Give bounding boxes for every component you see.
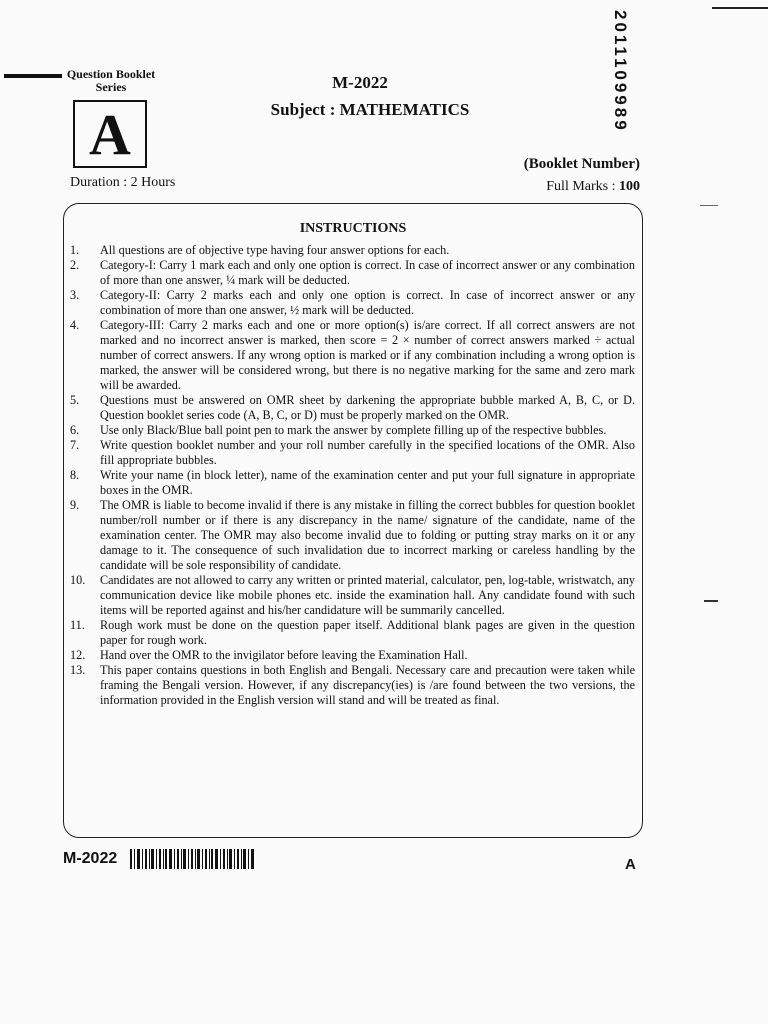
instruction-number: 12. — [70, 648, 86, 662]
instruction-number: 6. — [70, 423, 80, 437]
full-marks-value: 100 — [619, 179, 640, 194]
full-marks — [470, 179, 640, 195]
instructions-title: INSTRUCTIONS — [299, 221, 407, 236]
instruction-item — [70, 243, 635, 258]
instruction-item — [70, 498, 635, 573]
instruction-number: 10. — [70, 573, 86, 587]
instruction-item — [70, 468, 635, 498]
instruction-number: 1. — [70, 243, 80, 257]
full-marks-label: Full Marks : — [546, 179, 616, 194]
instruction-item — [70, 438, 635, 468]
instruction-number: 9. — [70, 498, 80, 512]
footer-series-letter: A — [625, 856, 636, 873]
series-letter-box — [73, 100, 147, 168]
booklet-number-stamp — [600, 10, 640, 138]
left-marker-bar — [4, 74, 62, 78]
instruction-text: The OMR is liable to become invalid if there is any mistake in filling the correct bubbles for question booklet number/roll number or if there is any discrepancy in the name/ signature of the candidate, name of the examination center. The OMR may also become invalid due to folding or putting stray marks on it or any damage to it. The consequence of such invalidation due to incorrect marking or careless handling by the candidate will be sole responsibility of candidate. — [100, 498, 635, 572]
series-letter: A — [89, 102, 131, 167]
instructions-list — [70, 243, 635, 708]
instruction-text: Use only Black/Blue ball point pen to mark the answer by complete filling up of the respective bubbles. — [100, 423, 607, 437]
stray-mark — [700, 205, 718, 206]
stray-mark — [704, 600, 718, 602]
instruction-text: Candidates are not allowed to carry any written or printed material, calculator, pen, log-table, wristwatch, any communication device like mobile phones etc. inside the examination hall. Any candidate found with such items will be reported against and his/her candidature will be summarily cancelled. — [100, 573, 635, 617]
instruction-text: Category-II: Carry 2 marks each and only one option is correct. In case of incorrect answer or any combination of more than one answer, ½ mark will be deducted. — [100, 288, 635, 317]
instruction-item — [70, 318, 635, 393]
duration: Duration : 2 Hours — [70, 175, 176, 190]
instruction-item — [70, 648, 635, 663]
instruction-text: Questions must be answered on OMR sheet by darkening the appropriate bubble marked A, B, C, or D. Question booklet series code (A, B, C, or D) must be properly marked on the OMR. — [100, 393, 635, 422]
instruction-text: Write question booklet number and your roll number carefully in the specified locations of the OMR. Also fill appropriate bubbles. — [100, 438, 635, 467]
instruction-number: 4. — [70, 318, 80, 332]
exam-code: M-2022 — [332, 73, 388, 92]
instruction-item — [70, 423, 635, 438]
instruction-number: 2. — [70, 258, 80, 272]
instruction-text: Rough work must be done on the question paper itself. Additional blank pages are given in the question paper for rough work. — [100, 618, 635, 647]
instruction-item — [70, 573, 635, 618]
instruction-item — [70, 393, 635, 423]
instruction-text: Category-III: Carry 2 marks each and one or more option(s) is/are correct. If all correct answers are not marked and no incorrect answer is marked, then score = 2 × number of correct answers marked ÷ actual number of correct answers. If any wrong option is marked or if any combination including a wrong option is marked, the answer will be considered wrong, but there is no negative marking for the same and zero mark will be awarded. — [100, 318, 635, 392]
booklet-number: 2011109989 — [611, 10, 630, 133]
instruction-text: Category-I: Carry 1 mark each and only one option is correct. In case of incorrect answer or any combination of more than one answer, ¼ mark will be deducted. — [100, 258, 635, 287]
instruction-number: 7. — [70, 438, 80, 452]
instruction-item — [70, 618, 635, 648]
instruction-number: 13. — [70, 663, 86, 677]
instruction-number: 3. — [70, 288, 80, 302]
top-edge-line — [712, 7, 768, 9]
instruction-text: Hand over the OMR to the invigilator before leaving the Examination Hall. — [100, 648, 468, 662]
instruction-number: 11. — [70, 618, 85, 632]
question-booklet-series-label: Question Booklet Series — [66, 67, 156, 94]
barcode — [130, 849, 254, 869]
instruction-text: Write your name (in block letter), name of the examination center and put your full signature in appropriate boxes in the OMR. — [100, 468, 635, 497]
instruction-text: This paper contains questions in both English and Bengali. Necessary care and precaution were taken while framing the Bengali version. However, if any discrepancy(ies) is /are found between the two versions, the information provided in the English version will stand and will be treated as final. — [100, 663, 635, 707]
instruction-number: 8. — [70, 468, 80, 482]
instruction-number: 5. — [70, 393, 80, 407]
instruction-item — [70, 663, 635, 708]
footer-exam-code: M-2022 — [63, 850, 118, 867]
instruction-item — [70, 288, 635, 318]
subject-title: Subject : MATHEMATICS — [270, 100, 470, 119]
instruction-item — [70, 258, 635, 288]
instruction-text: All questions are of objective type having four answer options for each. — [100, 243, 450, 257]
booklet-number-label: (Booklet Number) — [523, 156, 640, 172]
